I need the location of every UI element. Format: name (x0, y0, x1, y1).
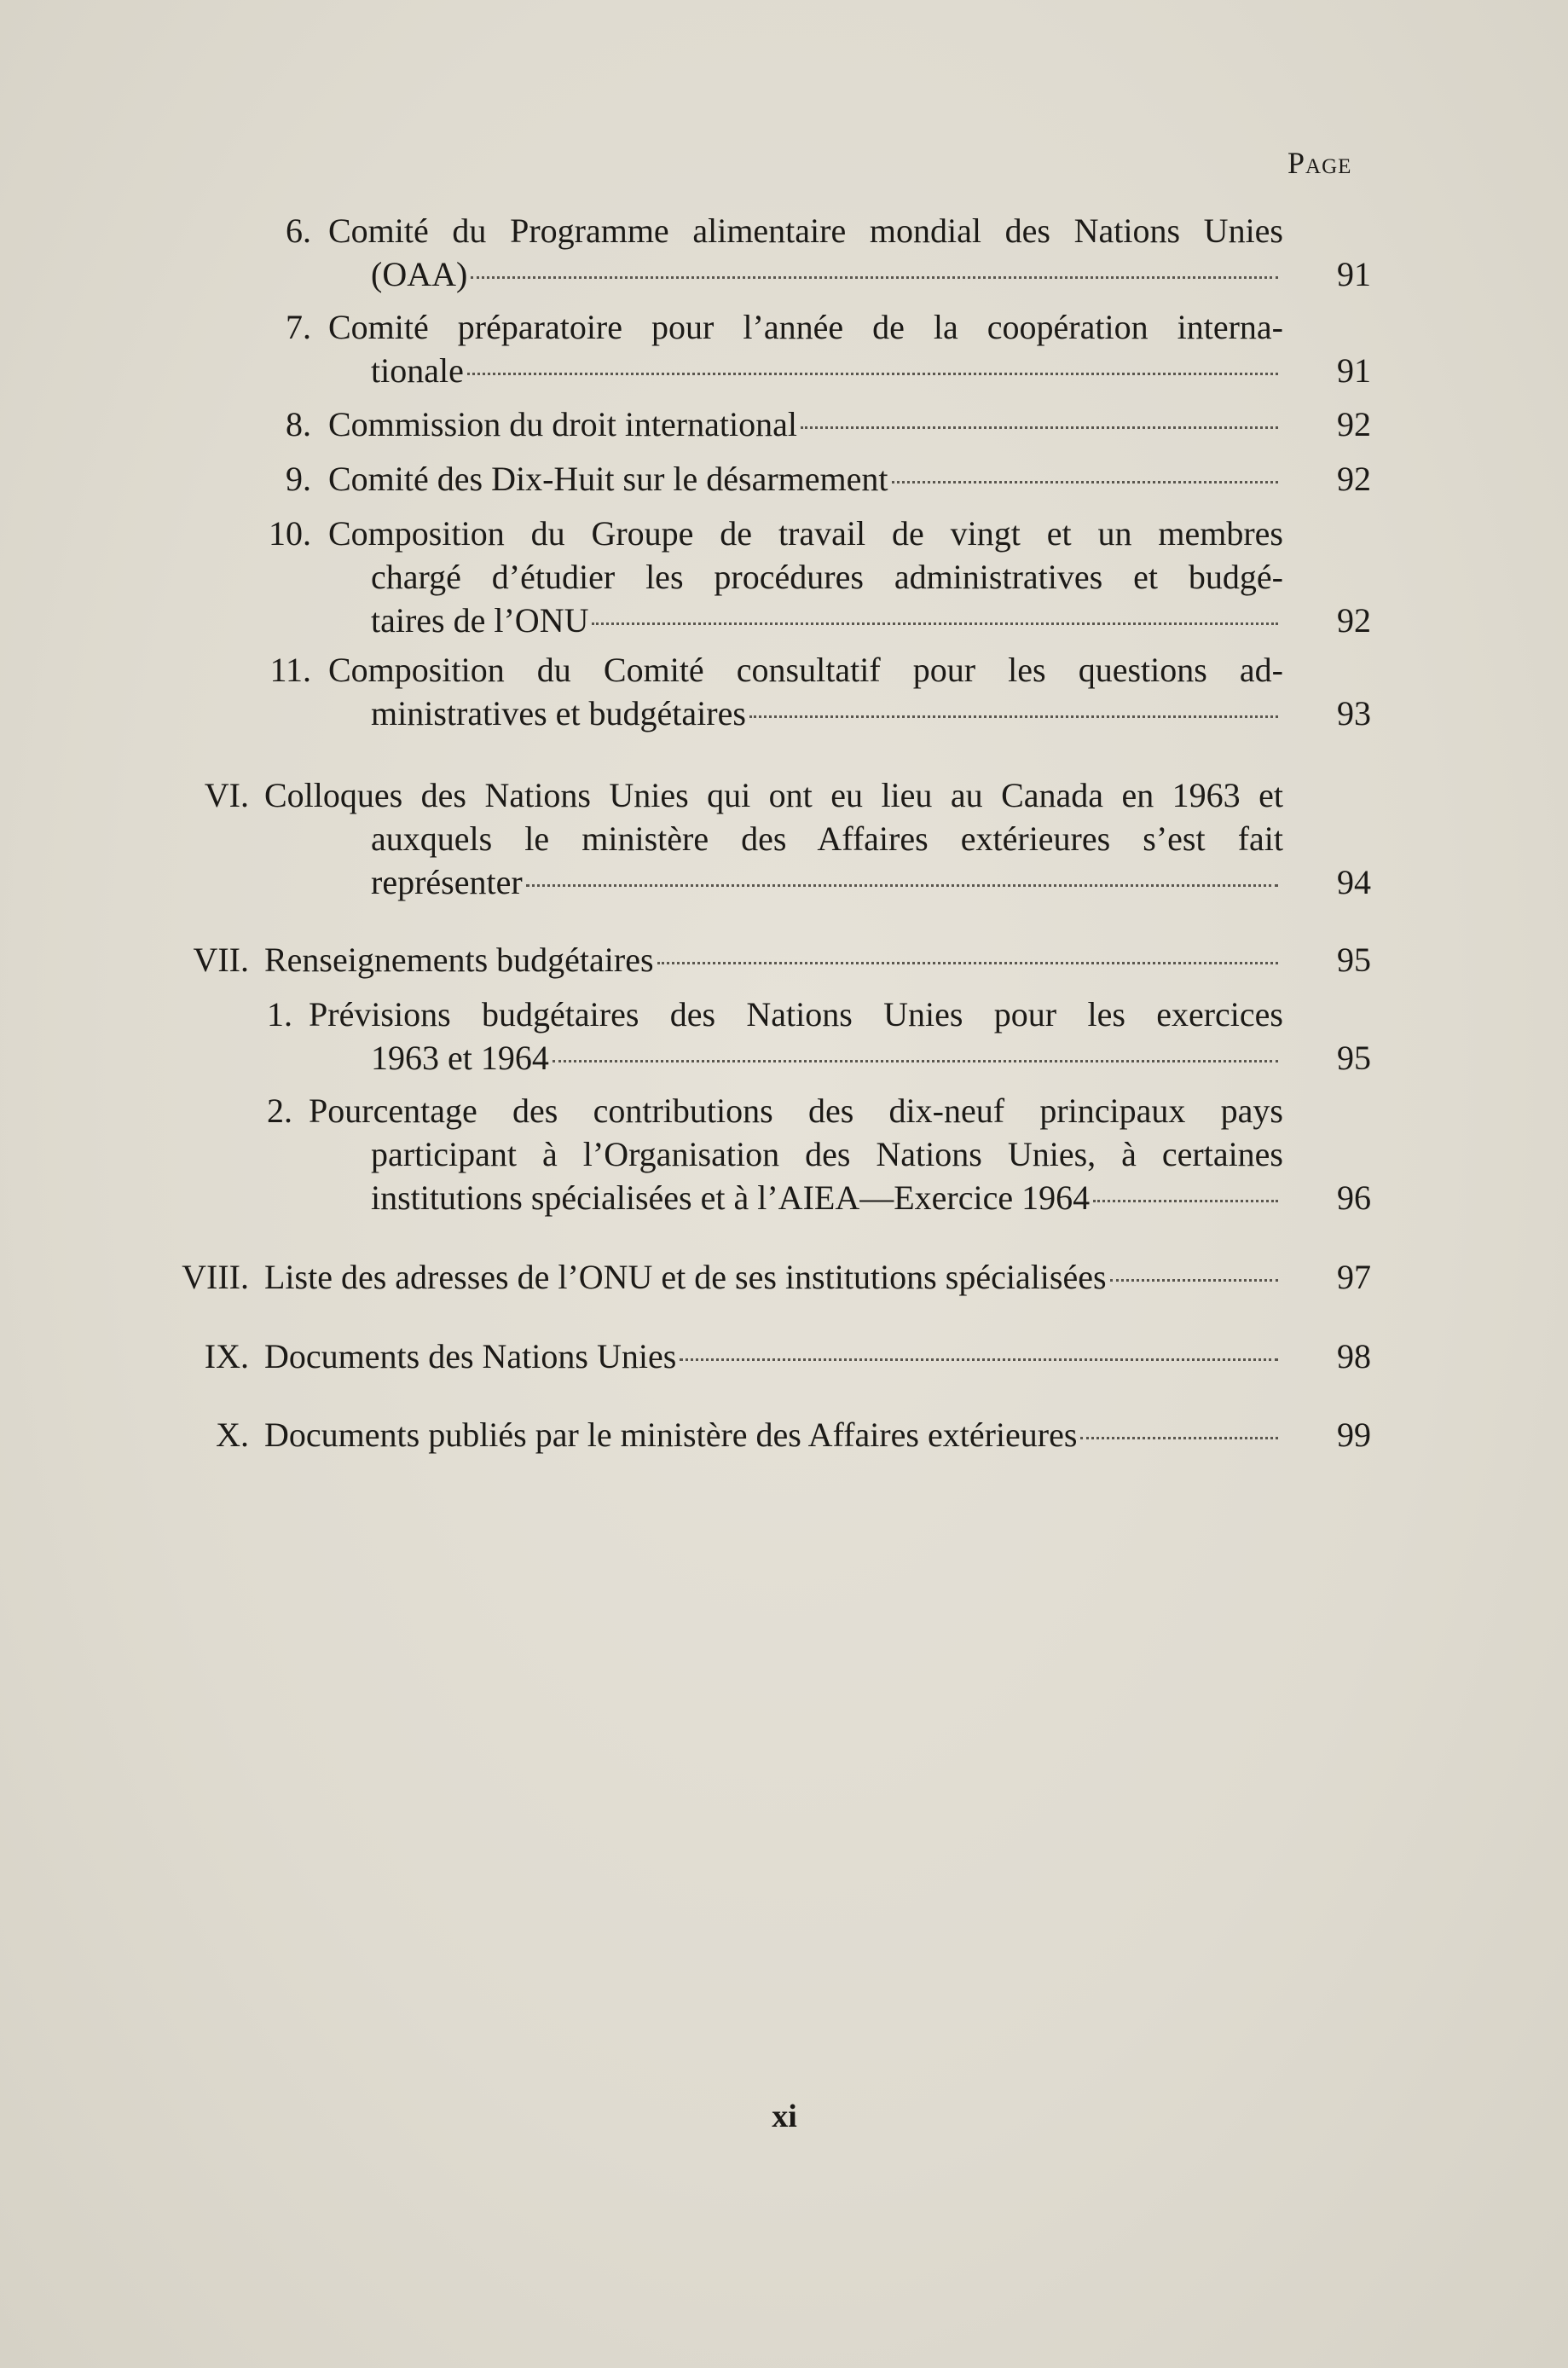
toc-entry-title-line (371, 1036, 1283, 1080)
toc-entry-number: VII. (193, 941, 249, 979)
toc-entry-title-text: tionale (371, 351, 464, 390)
toc-entry-page-number: 96 (1337, 1178, 1371, 1217)
toc-entry-number: VI. (204, 776, 249, 814)
toc-entry-title-text: taires de l’ONU (371, 601, 589, 640)
toc-entry-page-number: 91 (1337, 255, 1371, 293)
toc-entry-title-line (328, 457, 1283, 501)
toc-entry-page-number: 95 (1337, 1039, 1371, 1077)
toc-entry-title-line (264, 938, 1283, 981)
dot-leader (471, 276, 1278, 279)
toc-entry-title-line (371, 692, 1283, 735)
toc-entry-title-line: Colloques des Nations Unies qui ont eu lieu au Canada en 1963 et (264, 776, 1283, 814)
toc-entry-title-line (371, 860, 1283, 904)
toc-entry-title-text: institutions spécialisées et à l’AIEA—Exercice 1964 (371, 1178, 1091, 1217)
page-column-heading: Page (1287, 146, 1352, 180)
toc-entry-page-number: 92 (1337, 460, 1371, 498)
toc-entry-title-text: représenter (371, 863, 523, 901)
toc-entry-title-text: 1963 et 1964 (371, 1039, 549, 1077)
toc-entry-number: 2. (267, 1091, 292, 1130)
dot-leader (892, 481, 1278, 483)
toc-entry-title-line: Pourcentage des contributions des dix-neuf principaux pays (309, 1091, 1283, 1130)
toc-entry-title-text: Liste des adresses de l’ONU et de ses institutions spécialisées (264, 1258, 1107, 1296)
toc-entry-title-line (371, 599, 1283, 642)
toc-entry-title-line (328, 402, 1283, 446)
toc-entry-title-line (371, 349, 1283, 392)
toc-entry-number: 8. (286, 405, 311, 443)
toc-entry-page-number: 93 (1337, 694, 1371, 732)
dot-leader (592, 622, 1278, 625)
toc-entry-page-number: 91 (1337, 351, 1371, 390)
toc-entry-title-line: Composition du Groupe de travail de vingt et un membres (328, 514, 1283, 553)
toc-entry-title-line: participant à l’Organisation des Nations Unies, à certaines (371, 1135, 1283, 1173)
toc-entry-page-number: 92 (1337, 601, 1371, 640)
toc-entry-title-text: Commission du droit international (328, 405, 797, 443)
toc-entry-title-line: auxquels le ministère des Affaires extérieures s’est fait (371, 819, 1283, 858)
dot-leader (1110, 1279, 1278, 1282)
toc-entry-number: 6. (286, 211, 311, 250)
toc-entry-title-text: (OAA) (371, 255, 468, 293)
toc-entry-number: 10. (269, 514, 311, 553)
toc-entry-number: X. (216, 1416, 249, 1454)
toc-entry-title-text: ministratives et budgétaires (371, 694, 746, 732)
dot-leader (526, 884, 1278, 887)
toc-entry-page-number: 97 (1337, 1258, 1371, 1296)
toc-entry-title-text: Documents des Nations Unies (264, 1337, 677, 1375)
dot-leader (1080, 1437, 1278, 1439)
dot-leader (467, 373, 1278, 375)
toc-entry-title-line: Composition du Comité consultatif pour les questions ad- (328, 651, 1283, 689)
toc-entry-title-text: Renseignements budgétaires (264, 941, 654, 979)
toc-entry-title-line: Comité préparatoire pour l’année de la coopération interna- (328, 308, 1283, 346)
dot-leader (1093, 1200, 1278, 1202)
toc-entry-number: VIII. (182, 1258, 249, 1296)
toc-entry-title-line: Comité du Programme alimentaire mondial des Nations Unies (328, 211, 1283, 250)
toc-entry-number: 11. (269, 651, 311, 689)
toc-entry-title-line (264, 1255, 1283, 1299)
toc-entry-title-line (264, 1413, 1283, 1456)
dot-leader (657, 962, 1278, 964)
dot-leader (680, 1358, 1278, 1361)
toc-entry-number: 7. (286, 308, 311, 346)
toc-entry-title-text: Documents publiés par le ministère des Affaires extérieures (264, 1416, 1078, 1454)
toc-entry-number: 1. (267, 995, 292, 1033)
toc-entry-title-line: chargé d’étudier les procédures administratives et budgé- (371, 558, 1283, 596)
toc-entry-page-number: 98 (1337, 1337, 1371, 1375)
toc-entry-page-number: 94 (1337, 863, 1371, 901)
toc-entry-number: IX. (204, 1337, 249, 1375)
toc-entry-title-line (371, 252, 1283, 296)
dot-leader (749, 715, 1278, 718)
toc-entry-page-number: 99 (1337, 1416, 1371, 1454)
toc-entry-title-line (371, 1176, 1283, 1219)
toc-entry-number: 9. (286, 460, 311, 498)
dot-leader (801, 426, 1278, 429)
toc-entry-title-text: Comité des Dix-Huit sur le désarmement (328, 460, 888, 498)
toc-entry-title-line: Prévisions budgétaires des Nations Unies pour les exercices (309, 995, 1283, 1033)
toc-entry-page-number: 95 (1337, 941, 1371, 979)
dot-leader (553, 1060, 1278, 1062)
toc-entry-title-line (264, 1335, 1283, 1378)
page-number: xi (772, 2099, 797, 2134)
toc-entry-page-number: 92 (1337, 405, 1371, 443)
